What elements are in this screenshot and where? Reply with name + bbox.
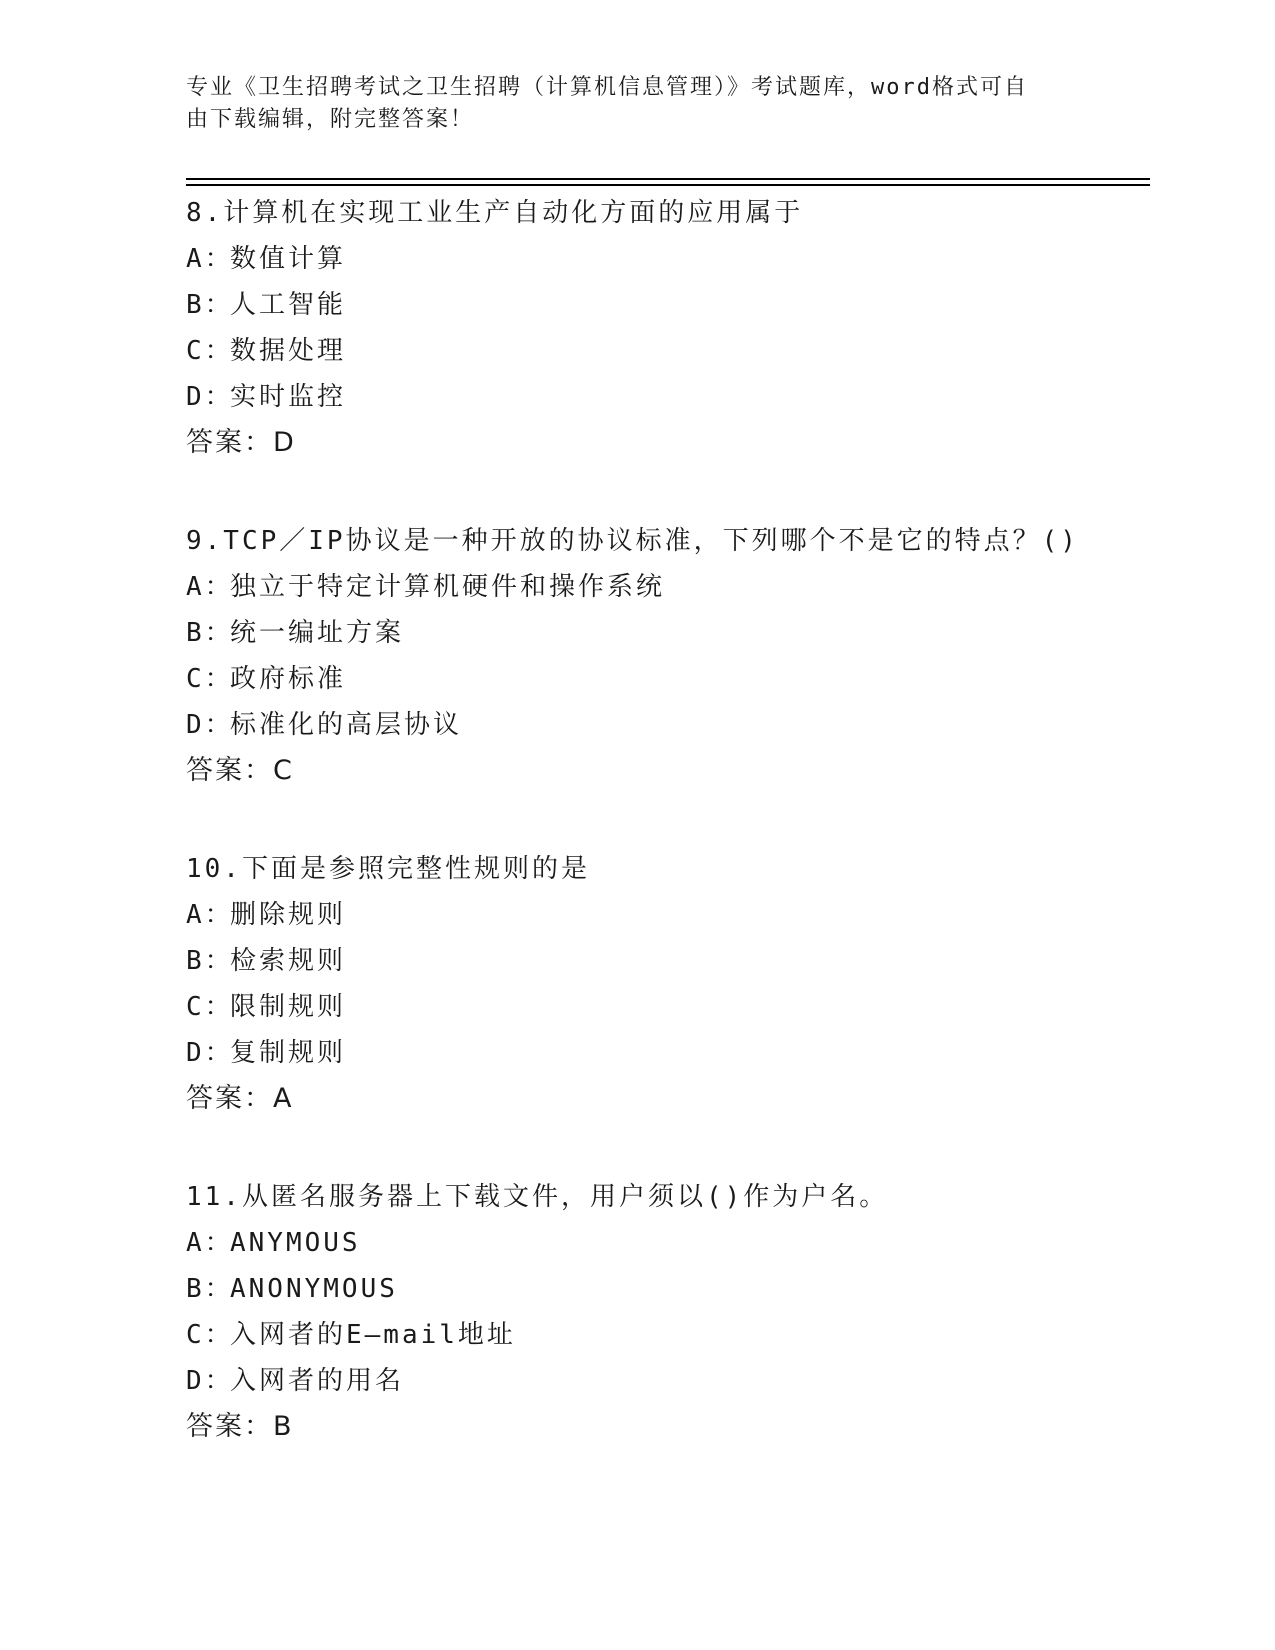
option-c bbox=[186, 656, 1150, 702]
header-divider-bottom bbox=[186, 184, 1150, 186]
option-key: D： bbox=[186, 1366, 234, 1396]
option-text: 人工智能 bbox=[230, 290, 347, 320]
document-header bbox=[186, 72, 1086, 136]
question-stem: 9.TCP／IP协议是一种开放的协议标准，下列哪个不是它的特点？() bbox=[186, 526, 1079, 556]
option-b bbox=[186, 938, 1150, 984]
question-stem: 8.计算机在实现工业生产自动化方面的应用属于 bbox=[186, 198, 804, 228]
option-a bbox=[186, 1220, 1150, 1266]
option-key: A： bbox=[186, 1228, 234, 1258]
option-d bbox=[186, 702, 1150, 748]
option-a bbox=[186, 564, 1150, 610]
option-key: D： bbox=[186, 382, 234, 412]
answer-line: 答案：C bbox=[186, 755, 294, 786]
option-text: 独立于特定计算机硬件和操作系统 bbox=[230, 572, 666, 602]
option-a bbox=[186, 892, 1150, 938]
option-text: 统一编址方案 bbox=[230, 618, 405, 648]
option-key: C： bbox=[186, 992, 234, 1022]
option-key: A： bbox=[186, 900, 234, 930]
option-text: 复制规则 bbox=[230, 1038, 347, 1068]
option-d bbox=[186, 1030, 1150, 1076]
option-key: D： bbox=[186, 1038, 234, 1068]
option-text: 数据处理 bbox=[230, 336, 347, 366]
option-b bbox=[186, 282, 1150, 328]
header-divider-top bbox=[186, 178, 1150, 180]
question-list bbox=[186, 190, 1150, 1502]
option-key: C： bbox=[186, 664, 234, 694]
answer-line: 答案：D bbox=[186, 427, 296, 458]
option-b bbox=[186, 1266, 1150, 1312]
option-key: A： bbox=[186, 572, 234, 602]
option-text: 入网者的E—mail地址 bbox=[230, 1320, 516, 1350]
option-key: B： bbox=[186, 1274, 234, 1304]
option-text: 实时监控 bbox=[230, 382, 347, 412]
option-text: 入网者的用名 bbox=[230, 1366, 405, 1396]
option-c bbox=[186, 328, 1150, 374]
option-text: 标准化的高层协议 bbox=[230, 710, 463, 740]
option-text: ANYMOUS bbox=[230, 1228, 361, 1258]
question-11 bbox=[186, 1174, 1150, 1450]
option-text: 删除规则 bbox=[230, 900, 347, 930]
answer-line: 答案：B bbox=[186, 1411, 294, 1442]
option-key: A： bbox=[186, 244, 234, 274]
option-key: B： bbox=[186, 946, 234, 976]
question-9 bbox=[186, 518, 1150, 794]
answer-line: 答案：A bbox=[186, 1083, 294, 1114]
option-key: D： bbox=[186, 710, 234, 740]
option-d bbox=[186, 1358, 1150, 1404]
option-b bbox=[186, 610, 1150, 656]
header-line-1: 专业《卫生招聘考试之卫生招聘（计算机信息管理）》考试题库，word格式可自 bbox=[186, 75, 1028, 100]
option-key: C： bbox=[186, 336, 234, 366]
option-a bbox=[186, 236, 1150, 282]
option-key: B： bbox=[186, 290, 234, 320]
option-text: ANONYMOUS bbox=[230, 1274, 398, 1304]
option-text: 检索规则 bbox=[230, 946, 347, 976]
option-key: C： bbox=[186, 1320, 234, 1350]
question-stem: 10.下面是参照完整性规则的是 bbox=[186, 854, 590, 884]
header-line-2: 由下载编辑，附完整答案！ bbox=[186, 107, 475, 132]
option-text: 数值计算 bbox=[230, 244, 347, 274]
option-key: B： bbox=[186, 618, 234, 648]
option-d bbox=[186, 374, 1150, 420]
option-text: 限制规则 bbox=[230, 992, 347, 1022]
option-c bbox=[186, 984, 1150, 1030]
question-8 bbox=[186, 190, 1150, 466]
question-10 bbox=[186, 846, 1150, 1122]
option-c bbox=[186, 1312, 1150, 1358]
question-stem: 11.从匿名服务器上下载文件，用户须以()作为户名。 bbox=[186, 1182, 889, 1212]
option-text: 政府标准 bbox=[230, 664, 347, 694]
